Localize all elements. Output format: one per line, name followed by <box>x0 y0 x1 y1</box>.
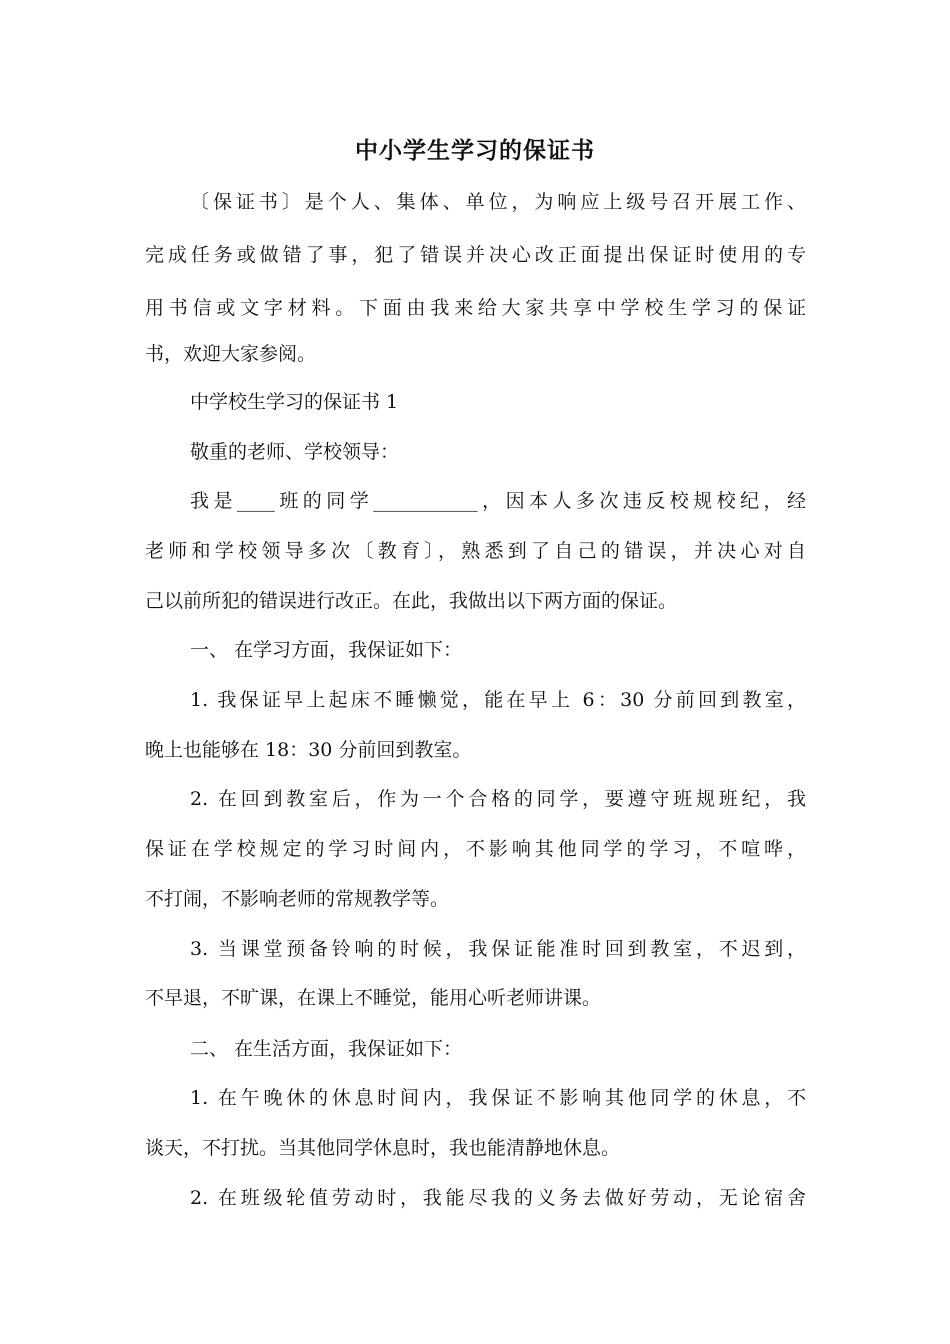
list-item-line: 保证在学校规定的学习时间内，不影响其他同学的学习，不喧哗， <box>145 838 806 860</box>
paragraph-line: 完成任务或做错了事，犯了错误并决心改正面提出保证时使用的专 <box>145 244 806 266</box>
list-item-line: 1. 我保证早上起床不睡懒觉，能在早上 6：30 分前回到教室， <box>190 689 806 711</box>
paragraph-line: 我是____班的同学___________，因本人多次违反校规校纪，经 <box>190 490 806 512</box>
paragraph-line: 老师和学校领导多次〔教育〕，熟悉到了自己的错误，并决心对自 <box>145 540 806 562</box>
list-item-line: 谈天，不打扰。当其他同学休息时，我也能清静地休息。 <box>145 1137 621 1159</box>
paragraph-line: 书，欢迎大家参阅。 <box>145 343 317 365</box>
list-item-line: 2. 在回到教室后，作为一个合格的同学，要遵守班规班纪，我 <box>190 788 806 810</box>
paragraph-line: 己以前所犯的错误进行改正。在此，我做出以下两方面的保证。 <box>145 590 678 612</box>
list-item-line: 晚上也能够在 18：30 分前回到教室。 <box>145 739 472 761</box>
list-item-line: 不打闹，不影响老师的常规教学等。 <box>145 888 450 910</box>
section-heading: 二、 在生活方面，我保证如下： <box>190 1038 463 1060</box>
list-item-line: 3. 当课堂预备铃响的时候，我保证能准时回到教室，不迟到， <box>190 938 806 960</box>
paragraph-line: 用书信或文字材料。下面由我来给大家共享中学校生学习的保证 <box>145 297 806 319</box>
paragraph-line: 〔保证书〕是个人、集体、单位，为响应上级号召开展工作、 <box>190 191 806 213</box>
list-item-line: 1. 在午晚休的休息时间内，我保证不影响其他同学的休息，不 <box>190 1087 806 1109</box>
document-title: 中小学生学习的保证书 <box>355 138 595 164</box>
salutation: 敬重的老师、学校领导： <box>190 441 400 463</box>
section-heading: 中学校生学习的保证书 1 <box>190 391 399 413</box>
section-heading: 一、 在学习方面，我保证如下： <box>190 639 463 661</box>
list-item-line: 不早退，不旷课，在课上不睡觉，能用心听老师讲课。 <box>145 987 602 1009</box>
list-item-line: 2. 在班级轮值劳动时，我能尽我的义务去做好劳动，无论宿舍 <box>190 1187 806 1209</box>
